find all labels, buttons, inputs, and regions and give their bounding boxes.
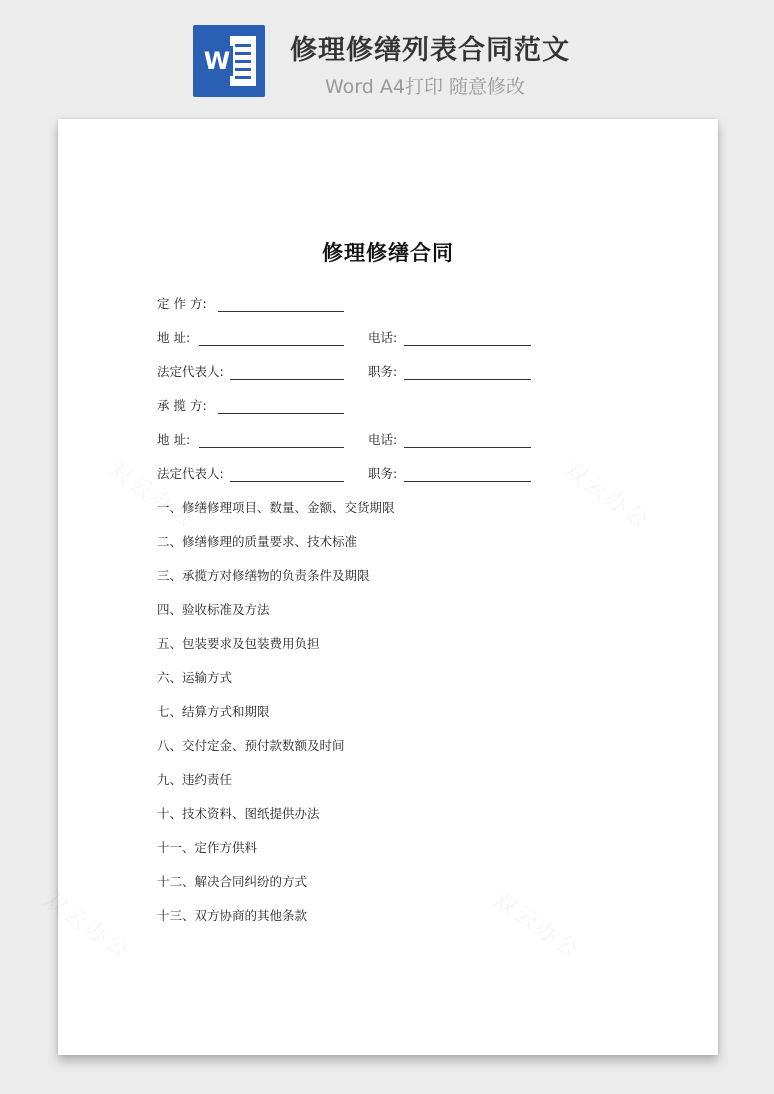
field-blank-position (404, 481, 531, 482)
field-label-chenglanfang: 承 揽 方: (157, 398, 207, 413)
clause-item: 十三、双方协商的其他条款 (157, 908, 308, 923)
clause-item: 十二、解决合同纠纷的方式 (157, 874, 308, 889)
watermark (558, 453, 658, 536)
watermark (38, 883, 138, 966)
field-blank-phone (404, 345, 531, 346)
banner-subtitle: Word A4打印 随意修改 (325, 76, 526, 98)
clause-item: 七、结算方式和期限 (157, 704, 270, 719)
field-label-phone: 电话: (368, 330, 398, 345)
word-logo-letter: W (201, 46, 233, 76)
field-blank-address (199, 447, 344, 448)
clause-item: 十、技术资料、图纸提供办法 (157, 806, 320, 821)
clause-item: 二、修缮修理的质量要求、技术标准 (157, 534, 358, 549)
banner (0, 0, 774, 110)
field-blank-dingzuofang (218, 311, 344, 312)
field-label-address: 地 址: (157, 432, 191, 447)
clause-item: 四、验收标准及方法 (157, 602, 270, 617)
field-label-legal-rep: 法定代表人: (157, 364, 224, 379)
document-title: 修理修缮合同 (322, 241, 454, 265)
field-blank-address (199, 345, 344, 346)
field-blank-phone (404, 447, 531, 448)
word-logo-icon (193, 25, 265, 97)
field-label-position: 职务: (368, 364, 398, 379)
field-blank-position (404, 379, 531, 380)
clause-item: 一、修缮修理项目、数量、金额、交货期限 (157, 500, 395, 515)
clause-item: 五、包装要求及包装费用负担 (157, 636, 320, 651)
field-blank-chenglanfang (218, 413, 344, 414)
clause-item: 三、承揽方对修缮物的负责条件及期限 (157, 568, 370, 583)
clause-item: 九、违约责任 (157, 772, 233, 787)
clause-item: 六、运输方式 (157, 670, 233, 685)
field-label-position: 职务: (368, 466, 398, 481)
field-label-phone: 电话: (368, 432, 398, 447)
field-label-legal-rep: 法定代表人: (157, 466, 224, 481)
clause-item: 十一、定作方供料 (157, 840, 258, 855)
field-label-dingzuofang: 定 作 方: (157, 296, 207, 311)
watermark (488, 883, 588, 966)
banner-title: 修理修缮列表合同范文 (290, 35, 570, 66)
document-page (58, 119, 718, 1055)
document-lines-icon (230, 36, 256, 86)
field-label-address: 地 址: (157, 330, 191, 345)
field-blank-legal-rep (230, 379, 344, 380)
field-blank-legal-rep (230, 481, 344, 482)
clause-item: 八、交付定金、预付款数额及时间 (157, 738, 345, 753)
